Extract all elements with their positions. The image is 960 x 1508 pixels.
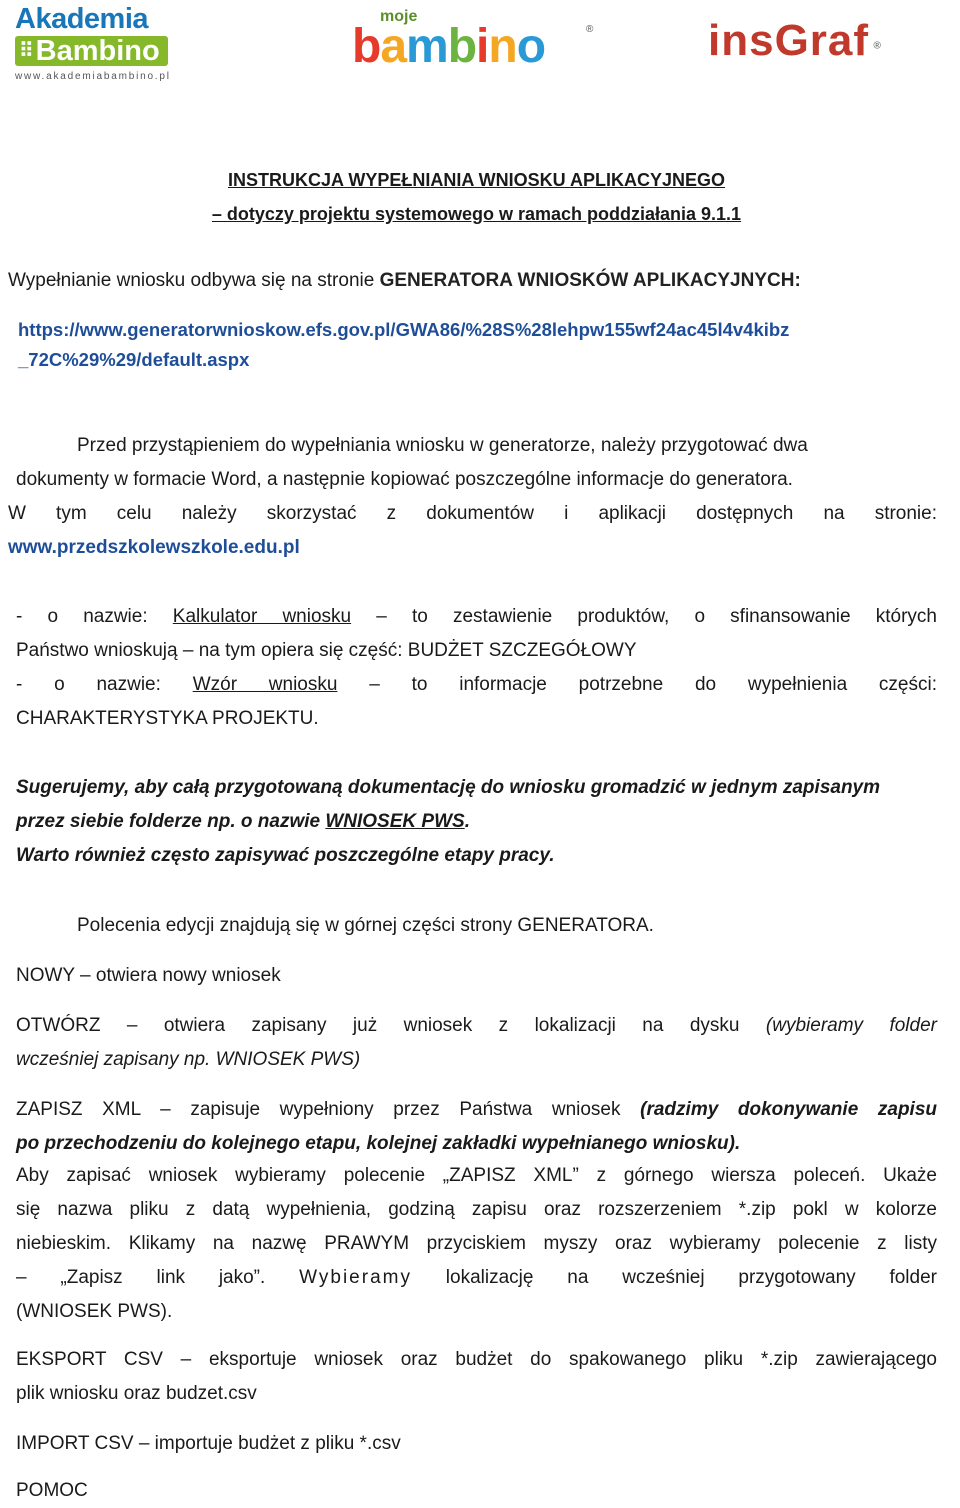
dots-icon: ⠿	[19, 40, 34, 62]
site-link[interactable]: www.przedszkolewszkole.edu.pl	[8, 537, 300, 558]
prep-line3: W tym celu należy skorzystać z dokumentów i aplikacji dostępnych na stronie:	[8, 503, 937, 524]
moje-bambino-logo	[350, 10, 600, 72]
logo-text: insGraf	[708, 16, 870, 65]
logo-big	[352, 22, 545, 72]
generator-name: GENERATORA WNIOSKÓW APLIKACYJNYCH:	[379, 270, 801, 291]
wzor-line2: CHARAKTERYSTYKA PROJEKTU.	[16, 708, 319, 729]
cmd-otworz-line1: OTWÓRZ – otwiera zapisany już wniosek z lokalizacji na dysku (wybieramy folder	[16, 1015, 937, 1036]
suggest-line2: przez siebie folderze np. o nazwie WNIOSEK PWS.	[16, 811, 470, 832]
title-line2: – dotyczy projektu systemowego w ramach poddziałania 9.1.1	[211, 204, 742, 224]
wzor-line: - o nazwie: Wzór wniosku – to informacje potrzebne do wypełnienia części:	[16, 674, 938, 695]
logo-url: www.akademiabambino.pl	[15, 71, 171, 82]
logo-letter: m	[406, 20, 448, 73]
registered-icon: ®	[873, 40, 881, 52]
zapisz-p5: (WNIOSEK PWS).	[16, 1301, 173, 1322]
logo-letter: o	[516, 20, 546, 73]
prep-line1: Przed przystąpieniem do wypełniania wniosku w generatorze, należy przygotować dwa	[77, 435, 808, 456]
cmd-otworz-line2: wcześniej zapisany np. WNIOSEK PWS)	[16, 1049, 361, 1070]
akademia-bambino-logo	[15, 4, 177, 84]
cmd-nowy: NOWY – otwiera nowy wniosek	[16, 965, 281, 986]
kalkulator-name: Kalkulator wniosku	[172, 606, 352, 627]
logo-letter: n	[488, 20, 517, 73]
generator-url-line1[interactable]: https://www.generatorwnioskow.efs.gov.pl/GWA86/%28S%28lehpw155wf24ac45l4v4kibz	[18, 319, 790, 340]
cmd-eksport-line2: plik wniosku oraz budzet.csv	[16, 1383, 257, 1404]
zapisz-p4: – „Zapisz link jako”. Wybieramy lokalizację na wcześniej przygotowany folder	[16, 1267, 937, 1288]
commands-intro: Polecenia edycji znajdują się w górnej części strony GENERATORA.	[77, 915, 654, 936]
zapisz-p1: Aby zapisać wniosek wybieramy polecenie „ZAPISZ XML” z górnego wiersza poleceń. Ukaże	[16, 1165, 937, 1186]
intro-prefix: Wypełnianie wniosku odbywa się na stronie	[8, 270, 375, 291]
cmd-import: IMPORT CSV – importuje budżet z pliku *.csv	[16, 1433, 401, 1454]
kalkulator-line: - o nazwie: Kalkulator wniosku – to zestawienie produktów, o sfinansowanie których	[16, 606, 937, 627]
suggest-line3: Warto również często zapisywać poszczególne etapy pracy.	[16, 845, 555, 866]
logo-line2: Bambino	[35, 35, 160, 67]
generator-url-line2[interactable]: _72C%29%29/default.aspx	[18, 349, 250, 370]
logo-letter: b	[447, 20, 477, 73]
kalkulator-line2: Państwo wnioskują – na tym opiera się część: BUDŻET SZCZEGÓŁOWY	[16, 640, 637, 661]
intro-line	[8, 264, 937, 298]
logo-letter: a	[380, 20, 407, 73]
logo-line1: Akademia	[15, 3, 149, 35]
title-line1: INSTRUKCJA WYPEŁNIANIA WNIOSKU APLIKACYJNEGO	[227, 170, 726, 190]
insgraf-logo	[708, 18, 958, 68]
zapisz-p2: się nazwa pliku z datą wypełnienia, godziną zapisu oraz rozszerzeniem *.zip pokl w kolorze	[16, 1199, 937, 1220]
cmd-pomoc: POMOC	[16, 1480, 88, 1501]
logo-letter: b	[352, 20, 381, 73]
cmd-zapisz-line1: ZAPISZ XML – zapisuje wypełniony przez Państwa wniosek (radzimy dokonywanie zapisu	[16, 1099, 938, 1120]
logo-letter: i	[476, 20, 489, 73]
cmd-eksport-line1: EKSPORT CSV – eksportuje wniosek oraz budżet do spakowanego pliku *.zip zawierającego	[16, 1349, 937, 1370]
logo-small: moje	[380, 8, 418, 25]
prep-line2: dokumenty w formacie Word, a następnie kopiować poszczególne informacje do generatora.	[16, 469, 793, 490]
folder-name: WNIOSEK PWS	[325, 811, 465, 832]
suggest-line1: Sugerujemy, aby całą przygotowaną dokumentację do wniosku gromadzić w jednym zapisanym	[16, 777, 881, 798]
zapisz-p3: niebieskim. Klikamy na nazwę PRAWYM przyciskiem myszy oraz wybieramy polecenie z listy	[16, 1233, 937, 1254]
cmd-zapisz-line2: po przechodzeniu do kolejnego etapu, kolejnej zakładki wypełnianego wniosku).	[16, 1133, 741, 1154]
registered-icon: ®	[586, 24, 594, 35]
wzor-name: Wzór wniosku	[192, 674, 338, 695]
